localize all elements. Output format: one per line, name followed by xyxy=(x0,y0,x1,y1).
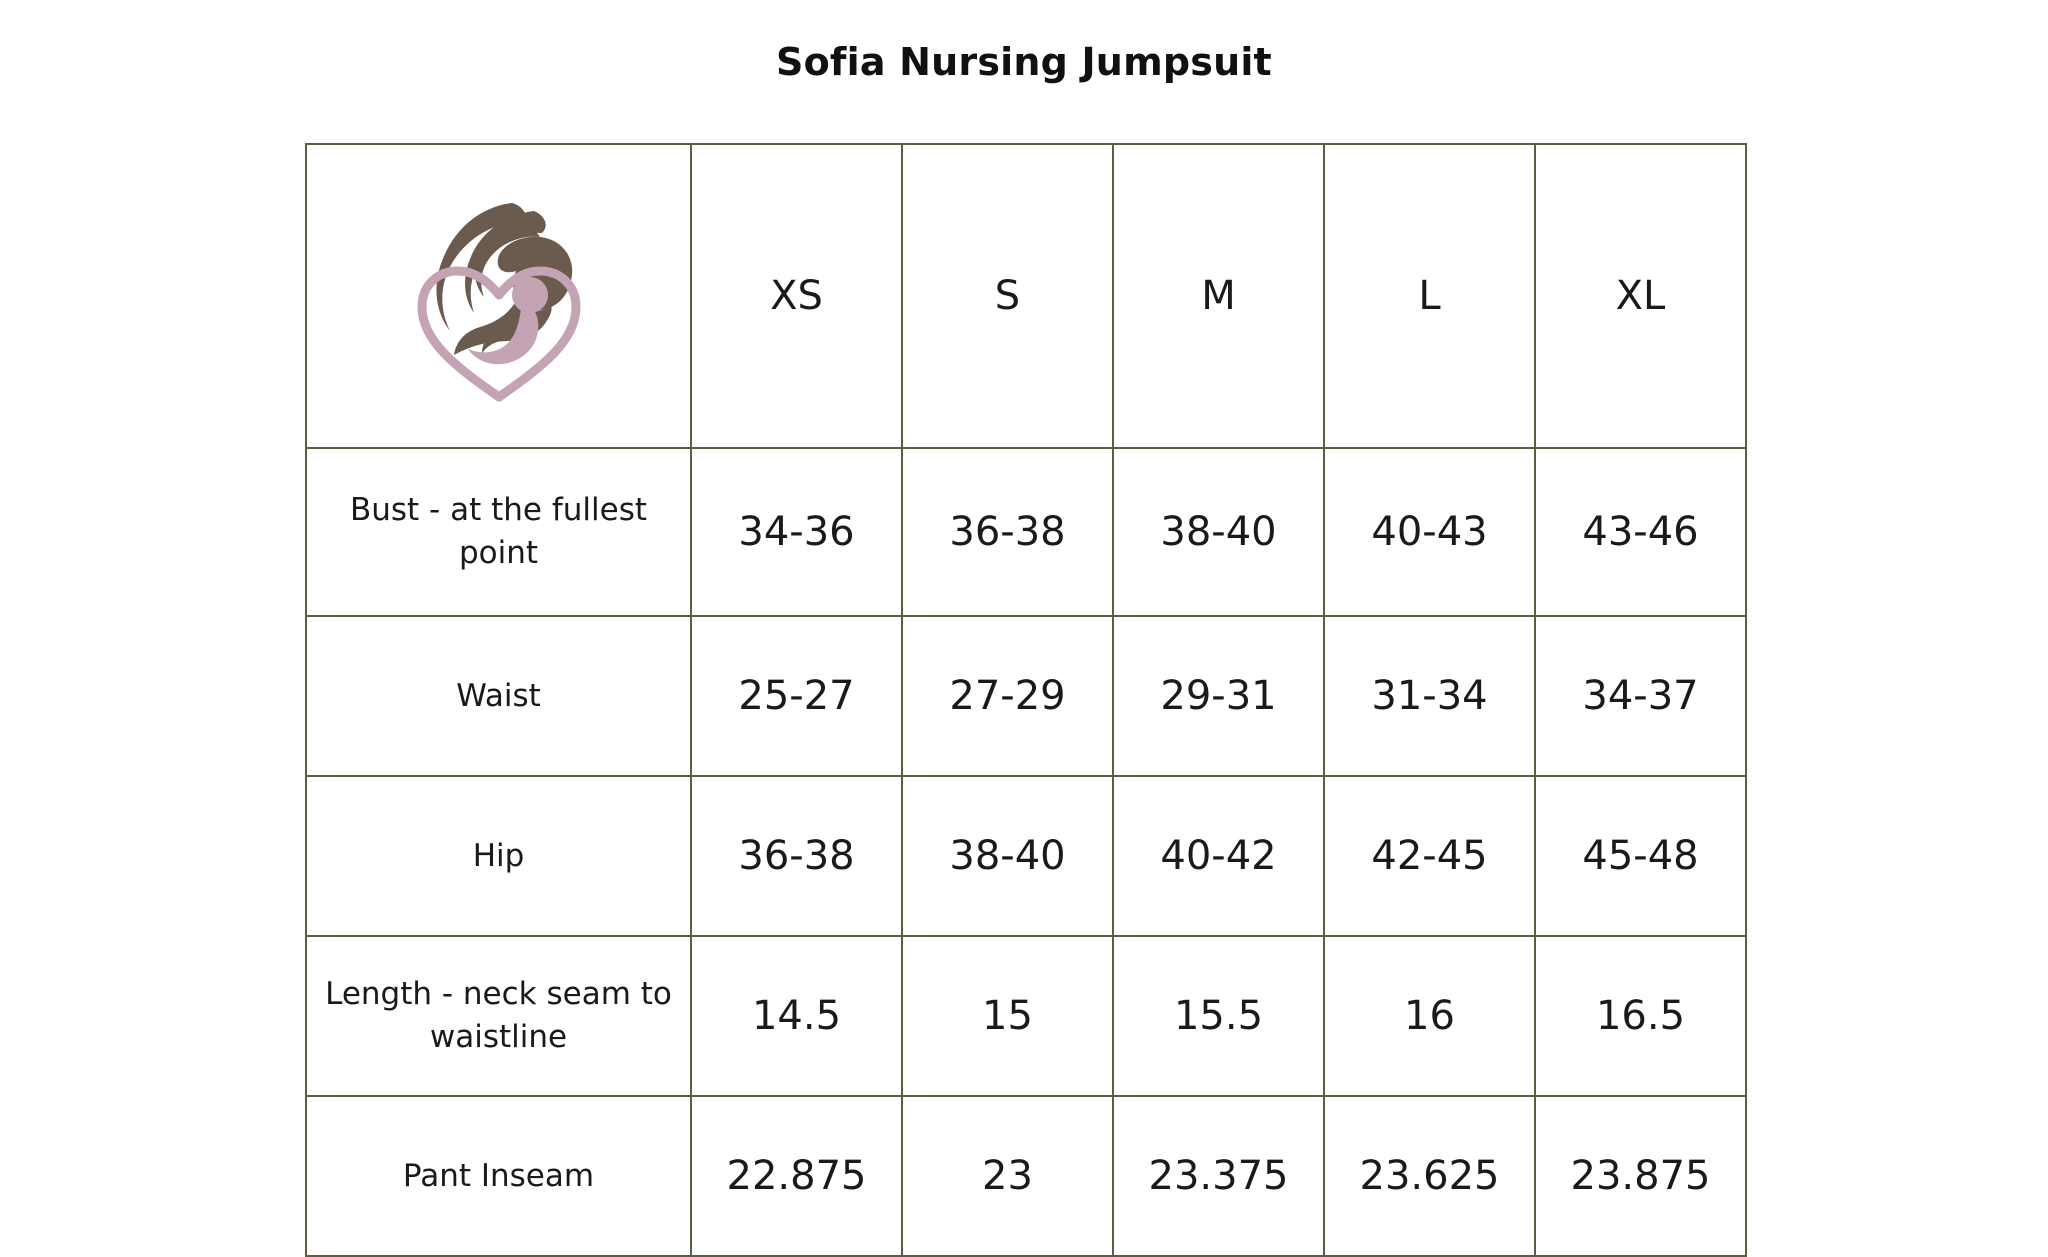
table-row xyxy=(306,448,1746,616)
measurement-waist-xl: 34-37 xyxy=(1535,616,1746,776)
page-title: Sofia Nursing Jumpsuit xyxy=(776,40,1272,84)
measurement-length-xs: 14.5 xyxy=(691,936,902,1096)
measurement-hip-xl: 45-48 xyxy=(1535,776,1746,936)
measurement-waist-s: 27-29 xyxy=(902,616,1113,776)
table-row xyxy=(306,936,1746,1096)
measurement-waist-xs: 25-27 xyxy=(691,616,902,776)
brand-logo-cell xyxy=(306,144,691,448)
table-row xyxy=(306,776,1746,936)
measurement-hip-s: 38-40 xyxy=(902,776,1113,936)
size-header-s: S xyxy=(902,144,1113,448)
measurement-bust-l: 40-43 xyxy=(1324,448,1535,616)
size-header-m: M xyxy=(1113,144,1324,448)
measurement-waist-l: 31-34 xyxy=(1324,616,1535,776)
measurement-bust-s: 36-38 xyxy=(902,448,1113,616)
measurement-length-m: 15.5 xyxy=(1113,936,1324,1096)
size-header-xs: XS xyxy=(691,144,902,448)
measurement-bust-m: 38-40 xyxy=(1113,448,1324,616)
measurement-label-hip: Hip xyxy=(306,776,691,936)
measurement-hip-l: 42-45 xyxy=(1324,776,1535,936)
measurement-label-waist: Waist xyxy=(306,616,691,776)
measurement-pant-inseam-xs: 22.875 xyxy=(691,1096,902,1256)
measurement-waist-m: 29-31 xyxy=(1113,616,1324,776)
measurement-hip-m: 40-42 xyxy=(1113,776,1324,936)
measurement-length-s: 15 xyxy=(902,936,1113,1096)
measurement-bust-xs: 34-36 xyxy=(691,448,902,616)
measurement-pant-inseam-l: 23.625 xyxy=(1324,1096,1535,1256)
mother-and-baby-heart-icon xyxy=(307,146,690,446)
measurement-label-bust: Bust - at the fullest point xyxy=(306,448,691,616)
measurement-hip-xs: 36-38 xyxy=(691,776,902,936)
measurement-bust-xl: 43-46 xyxy=(1535,448,1746,616)
size-chart-table xyxy=(305,143,1747,1257)
measurement-length-xl: 16.5 xyxy=(1535,936,1746,1096)
measurement-label-pant-inseam: Pant Inseam xyxy=(306,1096,691,1256)
size-header-xl: XL xyxy=(1535,144,1746,448)
measurement-pant-inseam-m: 23.375 xyxy=(1113,1096,1324,1256)
measurement-pant-inseam-xl: 23.875 xyxy=(1535,1096,1746,1256)
measurement-label-length: Length - neck seam to waistline xyxy=(306,936,691,1096)
size-header-l: L xyxy=(1324,144,1535,448)
measurement-length-l: 16 xyxy=(1324,936,1535,1096)
measurement-pant-inseam-s: 23 xyxy=(902,1096,1113,1256)
table-header-row xyxy=(306,144,1746,448)
table-row xyxy=(306,616,1746,776)
table-row xyxy=(306,1096,1746,1256)
